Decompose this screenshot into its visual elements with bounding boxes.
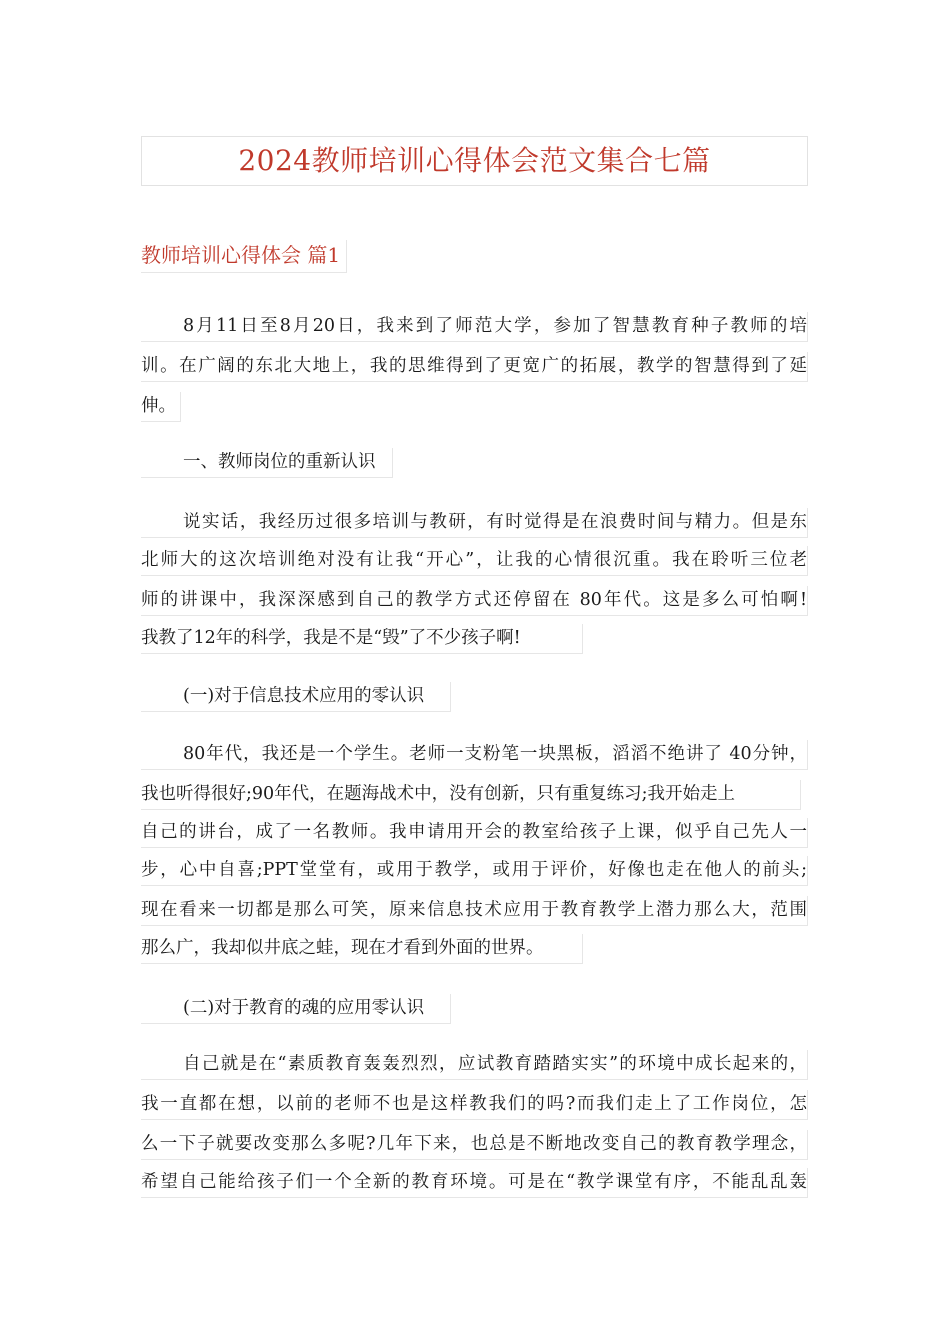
paragraph-4-line-1: 自己就是在“素质教育轰轰烈烈，应试教育踏踏实实”的环境中成长起来的， (141, 1050, 808, 1080)
heading-1: 一、教师岗位的重新认识 (141, 448, 393, 478)
heading-3: (二)对于教育的魂的应用零认识 (141, 994, 451, 1024)
paragraph-1-line-3: 伸。 (141, 392, 181, 422)
paragraph-1-line-2: 训。在广阔的东北大地上，我的思维得到了更宽广的拓展，教学的智慧得到了延 (141, 352, 808, 382)
paragraph-2-line-1: 说实话，我经历过很多培训与教研，有时觉得是在浪费时间与精力。但是东 (141, 508, 808, 538)
paragraph-3-line-2: 我也听得很好;90年代，在题海战术中，没有创新，只有重复练习;我开始走上 (141, 780, 801, 810)
paragraph-3-line-4: 步，心中自喜;PPT堂堂有，或用于教学，或用于评价，好像也走在他人的前头; (141, 856, 808, 886)
paragraph-4-line-4: 希望自己能给孩子们一个全新的教育环境。可是在“教学课堂有序，不能乱乱轰 (141, 1168, 808, 1198)
heading-2: (一)对于信息技术应用的零认识 (141, 682, 451, 712)
paragraph-2-line-2: 北师大的这次培训绝对没有让我“开心”，让我的心情很沉重。我在聆听三位老 (141, 546, 808, 576)
section-heading: 教师培训心得体会 篇1 (141, 240, 347, 273)
paragraph-3-line-3: 自己的讲台，成了一名教师。我申请用开会的教室给孩子上课，似乎自己先人一 (141, 818, 808, 848)
paragraph-4-line-2: 我一直都在想，以前的老师不也是这样教我们的吗?而我们走上了工作岗位，怎 (141, 1090, 808, 1120)
paragraph-3-line-5: 现在看来一切都是那么可笑，原来信息技术应用于教育教学上潜力那么大，范围 (141, 896, 808, 926)
paragraph-3-line-1: 80年代，我还是一个学生。老师一支粉笔一块黑板，滔滔不绝讲了 40分钟， (141, 740, 808, 770)
document-title: 2024教师培训心得体会范文集合七篇 (141, 136, 808, 186)
paragraph-1-line-1: 8月11日至8月20日，我来到了师范大学，参加了智慧教育种子教师的培 (141, 312, 808, 342)
paragraph-2-line-4: 我教了12年的科学，我是不是“毁”了不少孩子啊! (141, 624, 583, 654)
paragraph-3-line-6: 那么广，我却似井底之蛙，现在才看到外面的世界。 (141, 934, 583, 964)
paragraph-2-line-3: 师的讲课中，我深深感到自己的教学方式还停留在 80年代。这是多么可怕啊! (141, 586, 808, 616)
paragraph-4-line-3: 么一下子就要改变那么多呢?几年下来，也总是不断地改变自己的教育教学理念， (141, 1130, 808, 1160)
